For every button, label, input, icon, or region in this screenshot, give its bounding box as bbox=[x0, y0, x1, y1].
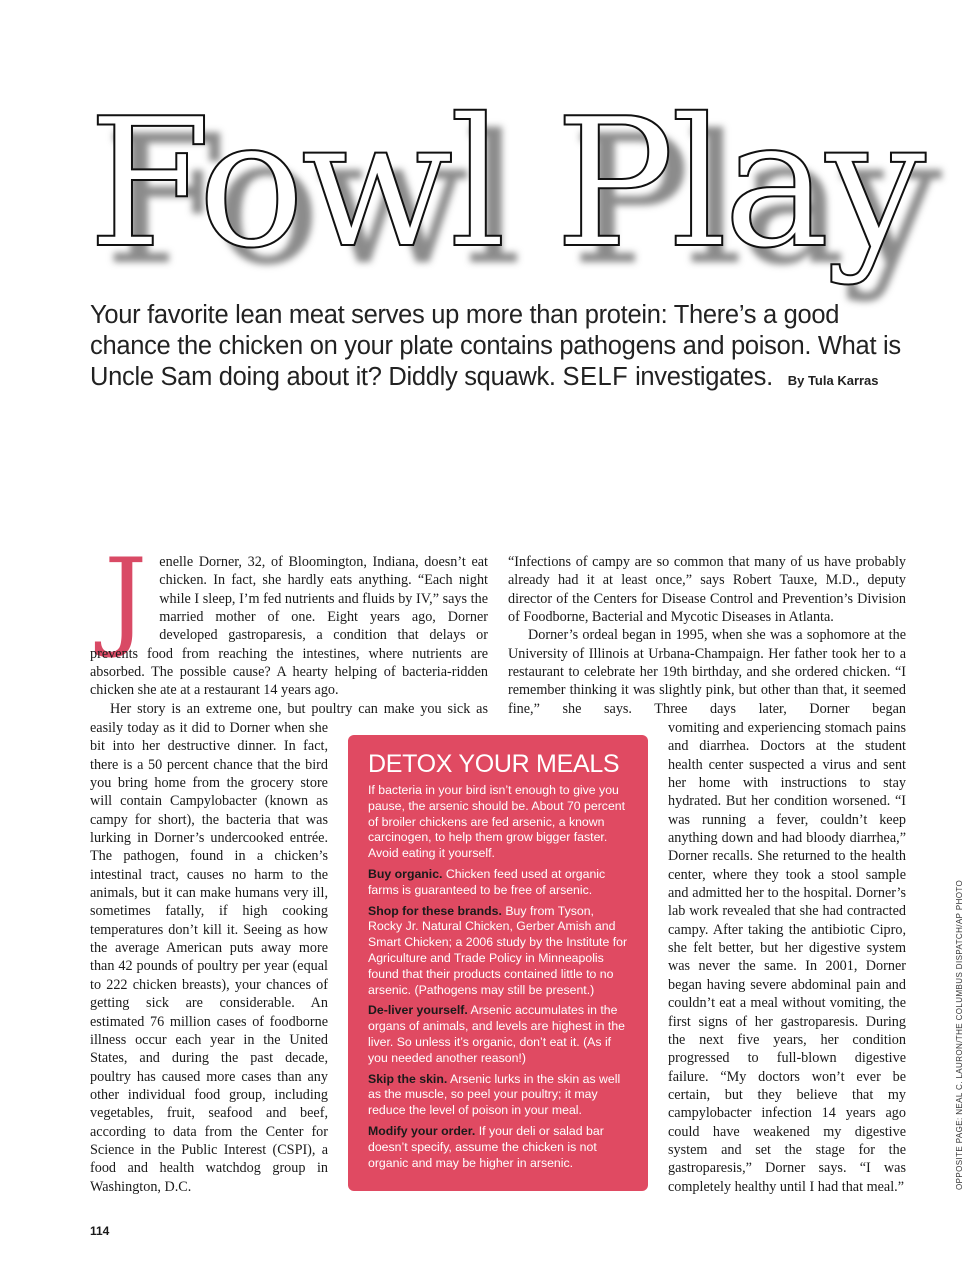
tip-text: Arsenic lurks in the skin as well as the muscle, so peel your poultry; it may reduce the level of poison in your meal. bbox=[368, 1071, 621, 1118]
tip-lead: Buy organic. bbox=[368, 866, 443, 881]
body-paragraph: enelle Dorner, 32, of Bloomington, Indiana, doesn’t eat chicken. In fact, she hardly eats anything. “Each night while I sleep, I’m fed nutrients and fluids by IV,” says the married mother of one. Eight years ago, Dorner developed gastroparesis, a condition that delays or prevents food from reaching the intestines, where nutrients are absorbed. The possible cause? A hearty helping of bacteria-ridden chicken she ate at a restaurant 14 years ago. bbox=[90, 554, 488, 699]
body-paragraph: “Infections of campy are so common that many of us have probably already had it at least once,” says Robert Tauxe, M.D., deputy director of the Centers for Disease Control and Prevention’s Division of Foodborne, Bacterial and Mycotic Diseases in Atlanta. bbox=[508, 554, 906, 626]
column-left-top bbox=[90, 536, 488, 718]
sidebar-title: DETOX YOUR MEALS bbox=[368, 750, 620, 778]
headline: Fowl Play bbox=[88, 80, 923, 287]
tip-lead: Shop for these brands. bbox=[368, 903, 502, 918]
tip-text: Chicken feed used at organic farms is guaranteed to be free of arsenic. bbox=[368, 866, 606, 897]
deck-brand: SELF bbox=[562, 363, 629, 391]
tip-text: Buy from Tyson, Rocky Jr. Natural Chicken, Gerber Amish and Smart Chicken; a 2006 study by the Institute for Agriculture and Trade Policy in Minneapolis found that their products contained little to no arsenic. (Pathogens may still be present.) bbox=[368, 903, 628, 997]
sidebar-tip bbox=[368, 867, 628, 899]
sidebar-tip bbox=[368, 1124, 628, 1171]
sidebar-tip bbox=[368, 904, 628, 999]
tip-lead: Skip the skin. bbox=[368, 1071, 448, 1086]
body-paragraph: Dorner’s ordeal began in 1995, when she was a sophomore at the University of Illinois at Urbana-Champaign. Her father took her to a restaurant to celebrate her 19th birthday, and she ordered chicken. “I remember thinking it was slightly pink, but other than that, it seemed fine,” she says. Three days later, Dorner began bbox=[508, 627, 906, 717]
column-right-bottom bbox=[668, 719, 906, 1196]
body-paragraph: Her story is an extreme one, but poultry can make you sick as bbox=[110, 700, 488, 717]
tip-text: If your deli or salad bar doesn’t specify, assume the chicken is not organic and may be higher in arsenic. bbox=[368, 1123, 604, 1170]
sidebar-intro: If bacteria in your bird isn’t enough to give you pause, the arsenic should be. About 70 percent of broiler chickens are fed arsenic, a known carcinogen, to help them grow bigger faster. Avoid eating it yourself. bbox=[368, 783, 626, 861]
tip-lead: Modify your order. bbox=[368, 1123, 476, 1138]
byline: By Tula Karras bbox=[787, 373, 879, 388]
deck bbox=[90, 300, 920, 396]
body-paragraph: easily today as it did to Dorner when she bit into her destructive dinner. In fact, there is a 50 percent chance that the bird you bring home from the grocery store will contain Campylobacter (known as campy for short), the bacteria that was lurking in Dorner’s undercooked entrée. The pathogen, found in a chicken’s intestinal tract, causes no harm to the animals, but it can make humans very ill, sometimes fatally, if high cooking temperatures don’t kill it. Seeing as how the average American puts away more than 42 pounds of poultry per year (equal to 222 chicken breasts), your chances of getting sick are considerable. An estimated 76 million cases of foodborne illness occur each year in the United States, and during the past decade, poultry has caused more cases than any other individual food group, including vegetables, fruit, seafood and beef, according to data from the Center for Science in the Public Interest (CSPI), a food and health watchdog group in Washington, D.C. bbox=[90, 720, 328, 1195]
tip-lead: De-liver yourself. bbox=[368, 1003, 468, 1018]
column-right-top bbox=[508, 553, 906, 718]
column-left-bottom bbox=[90, 719, 328, 1196]
photo-credit: OPPOSITE PAGE: NEAL C. LAURON/THE COLUMBUS DISPATCH/AP PHOTO bbox=[955, 879, 964, 1190]
deck-text: Your favorite lean meat serves up more than protein: There’s a good chance the chicken on your plate contains pathogens and poison. What is Uncle Sam doing about it? Diddly squawk. bbox=[90, 301, 901, 391]
page-number: 114 bbox=[90, 1224, 110, 1238]
sidebar-tip bbox=[368, 1072, 628, 1119]
tip-text: Arsenic accumulates in the organs of animals, and levels are highest in the liver. So unless it’s organic, don’t eat it. (As if you needed another reason!) bbox=[368, 1003, 626, 1065]
drop-cap: J bbox=[104, 536, 148, 661]
sidebar-tip bbox=[368, 1003, 628, 1066]
deck-tail: investigates. bbox=[635, 363, 773, 391]
body-paragraph: vomiting and experiencing stomach pains and diarrhea. Doctors at the student health center suspected a virus and sent her home with instructions to stay hydrated. But her condition worsened. “I was running a fever, couldn’t keep anything down and had bloody diarrhea,” Dorner recalls. She returned to the health center, where they took a stool sample and admitted her to the hospital. Dorner’s lab work revealed that she had contracted campy. After taking the antibiotic Cipro, she felt better, but her digestive system was never the same. In 2001, Dorner began having severe abdominal pain and couldn’t eat a meal without vomiting, the first signs of her gastroparesis. During the next five years, her condition progressed to full-blown digestive failure. “My doctors won’t ever be certain, but they believe that my campylobacter infection 14 years ago could have weakened my digestive system and set the stage for the gastroparesis,” Dorner says. “I was completely healthy until I had that meal.” bbox=[668, 720, 906, 1195]
sidebar-box bbox=[348, 735, 648, 1191]
